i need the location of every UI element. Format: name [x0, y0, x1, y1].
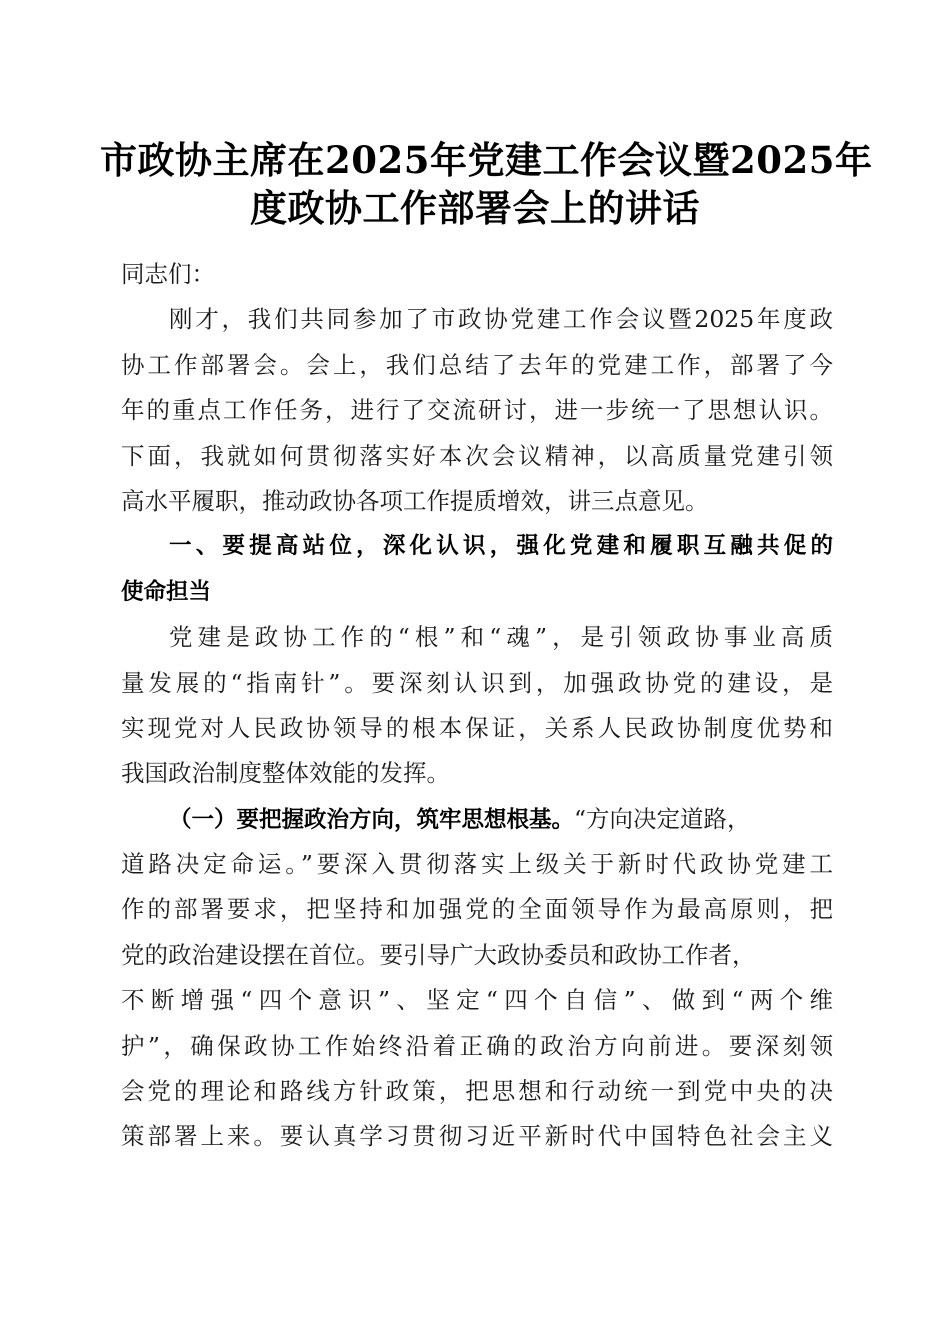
- paragraph-line: 协工作部署会。会上，我们总结了去年的党建工作，部署了今: [121, 350, 833, 379]
- paragraph-line: 党建是政协工作的“根”和“魂”，是引领政协事业高质: [169, 623, 833, 652]
- paragraph-political-direction: [121, 797, 833, 1160]
- paragraph-line: 作的部署要求，把坚持和加强党的全面领导作为最高原则，把: [121, 895, 833, 924]
- title-line-2: 度政协工作部署会上的讲话: [250, 186, 700, 230]
- paragraph-line: 实现党对人民政协领导的根本保证，关系人民政协制度优势和: [121, 713, 833, 742]
- salutation: 同志们：: [121, 260, 215, 288]
- paragraph-line: 党的政治建设摆在首位。要引导广大政协委员和政协工作者，: [121, 940, 756, 969]
- paragraph-line: 不断增强“四个意识”、坚定“四个自信”、做到“两个维: [121, 986, 833, 1015]
- paragraph-line: 下面，我就如何贯彻落实好本次会议精神，以高质量党建引领: [121, 441, 833, 470]
- document-title: [100, 136, 873, 232]
- title-line-1: 市政协主席在2025年党建工作会议暨2025年: [100, 138, 873, 182]
- paragraph-text: “方向决定道路，: [574, 804, 751, 833]
- heading-line: 一、要提高站位，深化认识，强化党建和履职互融共促的: [169, 533, 833, 560]
- paragraph-line: 我国政治制度整体效能的发挥。: [121, 759, 450, 788]
- paragraph-line: 刚才，我们共同参加了市政协党建工作会议暨2025年度政: [169, 305, 833, 334]
- paragraph-intro: [121, 297, 833, 524]
- heading-line: 使命担当: [121, 578, 212, 605]
- paragraph-line: 年的重点工作任务，进行了交流研讨，进一步统一了思想认识。: [121, 396, 833, 425]
- paragraph-line: 高水平履职，推动政协各项工作提质增效，讲三点意见。: [121, 486, 709, 515]
- paragraph-line: 量发展的“指南针”。要深刻认识到，加强政协党的建设，是: [121, 668, 833, 697]
- paragraph-line: 护”，确保政协工作始终沿着正确的政治方向前进。要深刻领: [121, 1031, 833, 1060]
- subheading-lead: （一）要把握政治方向，筑牢思想根基。: [169, 806, 575, 833]
- paragraph-line: 会党的理论和路线方针政策，把思想和行动统一到党中央的决: [121, 1077, 833, 1106]
- paragraph-party-building: [121, 615, 833, 797]
- section-heading-1: [121, 524, 833, 615]
- paragraph-line: [121, 797, 833, 842]
- paragraph-line: 道路决定命运。”要深入贯彻落实上级关于新时代政协党建工: [121, 850, 833, 879]
- paragraph-line: 策部署上来。要认真学习贯彻习近平新时代中国特色社会主义: [121, 1122, 833, 1151]
- document-body: [121, 252, 833, 1160]
